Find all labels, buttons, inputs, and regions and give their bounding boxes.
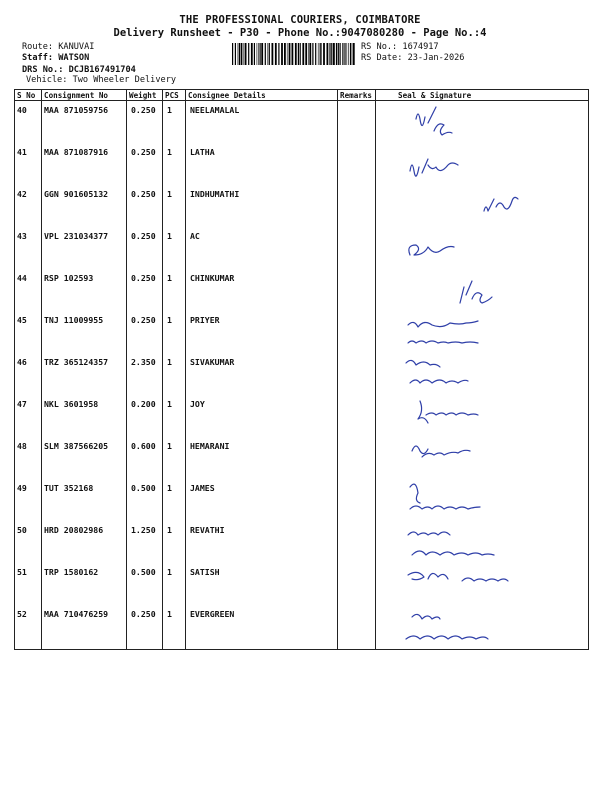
barcode-bar [292, 43, 294, 65]
col-sno-header: S No [15, 90, 42, 101]
route-label: Route: KANUVAI [22, 42, 95, 52]
sno-cell [15, 101, 42, 144]
ink-stroke [408, 572, 508, 581]
table-row [15, 311, 589, 353]
sno-text: 48 [17, 441, 27, 451]
remarks-cell [338, 311, 376, 353]
sno-text: 43 [17, 231, 27, 241]
barcode-bar [287, 43, 288, 65]
drs-number: DRS No.: DCJB167491704 [22, 65, 136, 75]
consignment-cell [42, 311, 127, 353]
barcode-bar [244, 43, 245, 65]
remarks-cell [338, 269, 376, 311]
consignee-text: LATHA [190, 147, 215, 157]
barcode-bar [329, 43, 330, 65]
consignee-cell [186, 143, 338, 185]
signature-scribble [376, 479, 589, 523]
barcode-bar [331, 43, 332, 65]
consignee-text: SIVAKUMAR [190, 357, 235, 367]
weight-text: 0.500 [131, 483, 156, 493]
consignment-text: GGN 901605132 [44, 189, 109, 199]
barcode-bar [302, 43, 304, 65]
consignment-cell [42, 101, 127, 144]
sno-cell [15, 563, 42, 605]
weight-text: 0.250 [131, 105, 156, 115]
weight-text: 0.250 [131, 147, 156, 157]
barcode-bar [309, 43, 311, 65]
weight-text: 1.250 [131, 525, 156, 535]
pcs-text: 1 [167, 567, 172, 577]
sno-cell [15, 311, 42, 353]
signature-scribble [376, 353, 589, 397]
pcs-text: 1 [167, 189, 172, 199]
pcs-text: 1 [167, 231, 172, 241]
handwritten-signature [376, 563, 588, 605]
signature-scribble [376, 437, 589, 481]
consignee-text: SATISH [190, 567, 220, 577]
ink-stroke [409, 245, 454, 255]
consignment-cell [42, 479, 127, 521]
table-row [15, 521, 589, 563]
ink-stroke [484, 197, 518, 211]
consignee-cell [186, 479, 338, 521]
rs-date: RS Date: 23-Jan-2026 [361, 53, 465, 63]
runsheet-table [14, 89, 589, 650]
col-remarks-header: Remarks [338, 90, 376, 101]
handwritten-signature [376, 269, 588, 311]
weight-cell [127, 143, 163, 185]
sno-text: 51 [17, 567, 27, 577]
barcode-bar [275, 43, 277, 65]
weight-cell [127, 563, 163, 605]
sno-text: 41 [17, 147, 27, 157]
ink-stroke [410, 159, 458, 176]
ink-stroke [410, 484, 480, 509]
remarks-cell [338, 395, 376, 437]
pcs-text: 1 [167, 147, 172, 157]
consignee-cell [186, 185, 338, 227]
consignment-text: HRD 20802986 [44, 525, 104, 535]
signature-scribble [376, 395, 589, 439]
barcode-bar [315, 43, 316, 65]
handwritten-signature [376, 479, 588, 521]
ink-stroke [460, 281, 492, 303]
sno-text: 52 [17, 609, 27, 619]
barcode-bar [265, 43, 266, 65]
barcode-bar [261, 43, 263, 65]
pcs-text: 1 [167, 315, 172, 325]
consignee-text: NEELAMALAL [190, 105, 240, 115]
weight-cell [127, 395, 163, 437]
sno-cell [15, 479, 42, 521]
handwritten-signature [376, 353, 588, 395]
barcode-image [232, 43, 356, 65]
handwritten-signature [376, 185, 588, 227]
barcode-bar [305, 43, 307, 65]
consignment-text: TRP 1580162 [44, 567, 99, 577]
sno-text: 40 [17, 105, 27, 115]
signature-scribble [376, 269, 589, 313]
barcode-bar [352, 43, 353, 65]
weight-cell [127, 269, 163, 311]
consignment-text: TRZ 365124357 [44, 357, 109, 367]
pcs-cell [163, 479, 186, 521]
consignee-cell [186, 395, 338, 437]
pcs-cell [163, 101, 186, 144]
seal-cell [376, 311, 589, 353]
vehicle-label: Vehicle: Two Wheeler Delivery [26, 75, 177, 85]
barcode-bar [345, 43, 346, 65]
signature-scribble [376, 563, 589, 607]
consignee-text: JAMES [190, 483, 215, 493]
weight-cell [127, 311, 163, 353]
pcs-cell [163, 437, 186, 479]
sno-text: 42 [17, 189, 27, 199]
barcode-bar [284, 43, 286, 65]
seal-cell [376, 353, 589, 395]
consignee-cell [186, 521, 338, 563]
table-row [15, 143, 589, 185]
table-row [15, 395, 589, 437]
seal-cell [376, 605, 589, 650]
barcode-bar [295, 43, 297, 65]
seal-cell [376, 395, 589, 437]
weight-text: 0.250 [131, 609, 156, 619]
sno-cell [15, 353, 42, 395]
seal-cell [376, 521, 589, 563]
pcs-cell [163, 143, 186, 185]
handwritten-signature [376, 437, 588, 479]
handwritten-signature [376, 101, 588, 143]
consignee-text: AC [190, 231, 200, 241]
col-weight-header: Weight [127, 90, 163, 101]
consignment-cell [42, 521, 127, 563]
consignee-cell [186, 101, 338, 144]
handwritten-signature [376, 521, 588, 563]
barcode-bar [260, 43, 261, 65]
pcs-text: 1 [167, 273, 172, 283]
consignee-cell [186, 269, 338, 311]
barcode-bar [281, 43, 283, 65]
pcs-text: 1 [167, 609, 172, 619]
weight-text: 0.600 [131, 441, 156, 451]
barcode-bar [333, 43, 335, 65]
handwritten-signature [376, 605, 588, 649]
pcs-cell [163, 269, 186, 311]
handwritten-signature [376, 227, 588, 269]
sno-cell [15, 269, 42, 311]
barcode-bar [238, 43, 239, 65]
company-title: THE PROFESSIONAL COURIERS, COIMBATORE [179, 14, 421, 26]
barcode-bar [353, 43, 355, 65]
seal-cell [376, 269, 589, 311]
weight-text: 0.250 [131, 231, 156, 241]
table-row [15, 479, 589, 521]
weight-text: 0.250 [131, 189, 156, 199]
weight-text: 0.500 [131, 567, 156, 577]
barcode-bar [239, 43, 240, 65]
barcode-bar [338, 43, 339, 65]
sno-text: 49 [17, 483, 27, 493]
barcode-bar [257, 43, 258, 65]
col-consignment-header: Consignment No [42, 90, 127, 101]
barcode-bar [269, 43, 270, 65]
weight-cell [127, 437, 163, 479]
consignee-cell [186, 353, 338, 395]
consignment-text: MAA 710476259 [44, 609, 109, 619]
weight-cell [127, 185, 163, 227]
weight-cell [127, 605, 163, 650]
seal-cell [376, 479, 589, 521]
consignee-cell [186, 311, 338, 353]
seal-cell [376, 227, 589, 269]
consignment-text: NKL 3601958 [44, 399, 99, 409]
weight-cell [127, 353, 163, 395]
barcode-bar [312, 43, 313, 65]
weight-cell [127, 101, 163, 144]
ink-stroke [406, 360, 468, 383]
ink-stroke [412, 446, 470, 457]
sno-text: 45 [17, 315, 27, 325]
remarks-cell [338, 353, 376, 395]
sno-text: 47 [17, 399, 27, 409]
consignment-text: TUT 352168 [44, 483, 94, 493]
col-seal-header: Seal & Signature [376, 90, 589, 101]
table-row [15, 227, 589, 269]
weight-text: 0.200 [131, 399, 156, 409]
runsheet-subtitle: Delivery Runsheet - P30 - Phone No.:9047080280 - Page No.:4 [113, 27, 487, 39]
remarks-cell [338, 437, 376, 479]
barcode-bar [278, 43, 279, 65]
remarks-cell [338, 143, 376, 185]
barcode-bar [321, 43, 322, 65]
sno-cell [15, 605, 42, 650]
barcode-bar [258, 43, 259, 65]
barcode-bar [344, 43, 345, 65]
barcode-bar [318, 43, 319, 65]
consignee-text: PRIYER [190, 315, 220, 325]
sno-text: 50 [17, 525, 27, 535]
table-row [15, 101, 589, 144]
barcode-bar [254, 43, 255, 65]
barcode-bar [272, 43, 274, 65]
consignee-text: INDHUMATHI [190, 189, 240, 199]
table-row [15, 563, 589, 605]
consignment-cell [42, 605, 127, 650]
consignment-cell [42, 437, 127, 479]
pcs-text: 1 [167, 105, 172, 115]
barcode-bar [348, 43, 349, 65]
consignee-cell [186, 227, 338, 269]
barcode-bar [241, 43, 243, 65]
signature-scribble [376, 311, 589, 355]
pcs-text: 1 [167, 441, 172, 451]
barcode-bar [289, 43, 291, 65]
col-pcs-header: PCS [163, 90, 186, 101]
weight-cell [127, 479, 163, 521]
sno-cell [15, 395, 42, 437]
ink-stroke [418, 401, 478, 423]
consignee-text: REVATHI [190, 525, 225, 535]
consignee-text: HEMARANI [190, 441, 230, 451]
consignee-text: CHINKUMAR [190, 273, 235, 283]
consignee-cell [186, 605, 338, 650]
handwritten-signature [376, 395, 588, 437]
table-row [15, 437, 589, 479]
pcs-text: 1 [167, 357, 172, 367]
consignment-text: MAA 871059756 [44, 105, 109, 115]
pcs-cell [163, 521, 186, 563]
pcs-cell [163, 185, 186, 227]
weight-cell [127, 227, 163, 269]
barcode-bar [251, 43, 253, 65]
remarks-cell [338, 605, 376, 650]
consignee-text: JOY [190, 399, 205, 409]
consignment-cell [42, 395, 127, 437]
col-consignee-header: Consignee Details [186, 90, 338, 101]
seal-cell [376, 101, 589, 144]
barcode-bar [347, 43, 348, 65]
consignment-cell [42, 185, 127, 227]
consignment-text: MAA 871087916 [44, 147, 109, 157]
seal-cell [376, 437, 589, 479]
consignee-cell [186, 437, 338, 479]
seal-cell [376, 185, 589, 227]
ink-stroke [408, 532, 494, 555]
table-row [15, 605, 589, 650]
table-row [15, 185, 589, 227]
consignment-text: RSP 102593 [44, 273, 94, 283]
remarks-cell [338, 227, 376, 269]
sno-text: 44 [17, 273, 27, 283]
sno-cell [15, 143, 42, 185]
pcs-cell [163, 605, 186, 650]
pcs-cell [163, 311, 186, 353]
table-row [15, 269, 589, 311]
pcs-cell [163, 395, 186, 437]
pcs-text: 1 [167, 399, 172, 409]
handwritten-signature [376, 311, 588, 353]
remarks-cell [338, 563, 376, 605]
barcode-bar [327, 43, 329, 65]
consignment-cell [42, 269, 127, 311]
sno-text: 46 [17, 357, 27, 367]
pcs-cell [163, 227, 186, 269]
weight-text: 0.250 [131, 315, 156, 325]
consignee-text: EVERGREEN [190, 609, 235, 619]
barcode-bar [308, 43, 309, 65]
ink-stroke [416, 107, 452, 135]
consignment-cell [42, 227, 127, 269]
barcode-bar [340, 43, 341, 65]
barcode-bar [350, 43, 351, 65]
consignee-cell [186, 563, 338, 605]
seal-cell [376, 563, 589, 605]
barcode-bar [245, 43, 247, 65]
consignment-text: TNJ 11009955 [44, 315, 104, 325]
signature-scribble [376, 521, 589, 565]
sno-cell [15, 227, 42, 269]
sno-cell [15, 521, 42, 563]
signature-scribble [376, 605, 589, 649]
pcs-text: 1 [167, 483, 172, 493]
signature-scribble [376, 227, 589, 271]
rs-number: RS No.: 1674917 [361, 42, 439, 52]
consignment-text: SLM 387566205 [44, 441, 109, 451]
barcode-bar [235, 43, 236, 65]
pcs-text: 1 [167, 525, 172, 535]
pcs-cell [163, 353, 186, 395]
remarks-cell [338, 185, 376, 227]
consignment-cell [42, 353, 127, 395]
weight-text: 0.250 [131, 273, 156, 283]
sno-cell [15, 185, 42, 227]
seal-cell [376, 143, 589, 185]
barcode-bar [298, 43, 299, 65]
table-row [15, 353, 589, 395]
signature-scribble [376, 185, 589, 229]
barcode-bar [323, 43, 325, 65]
barcode-bar [300, 43, 301, 65]
pcs-cell [163, 563, 186, 605]
weight-text: 2.350 [131, 357, 156, 367]
signature-scribble [376, 101, 589, 145]
barcode-bar [342, 43, 343, 65]
staff-label: Staff: WATSON [22, 53, 90, 63]
signature-scribble [376, 143, 589, 187]
barcode-bar [232, 43, 233, 65]
sno-cell [15, 437, 42, 479]
remarks-cell [338, 101, 376, 144]
weight-cell [127, 521, 163, 563]
barcode-bar [336, 43, 337, 65]
barcode-bar [320, 43, 321, 65]
ink-stroke [408, 321, 478, 343]
barcode-bar [248, 43, 249, 65]
ink-stroke [406, 614, 488, 639]
table-header-row [15, 90, 589, 101]
remarks-cell [338, 521, 376, 563]
handwritten-signature [376, 143, 588, 185]
consignment-cell [42, 143, 127, 185]
barcode-bar [268, 43, 269, 65]
remarks-cell [338, 479, 376, 521]
consignment-cell [42, 563, 127, 605]
consignment-text: VPL 231034377 [44, 231, 109, 241]
